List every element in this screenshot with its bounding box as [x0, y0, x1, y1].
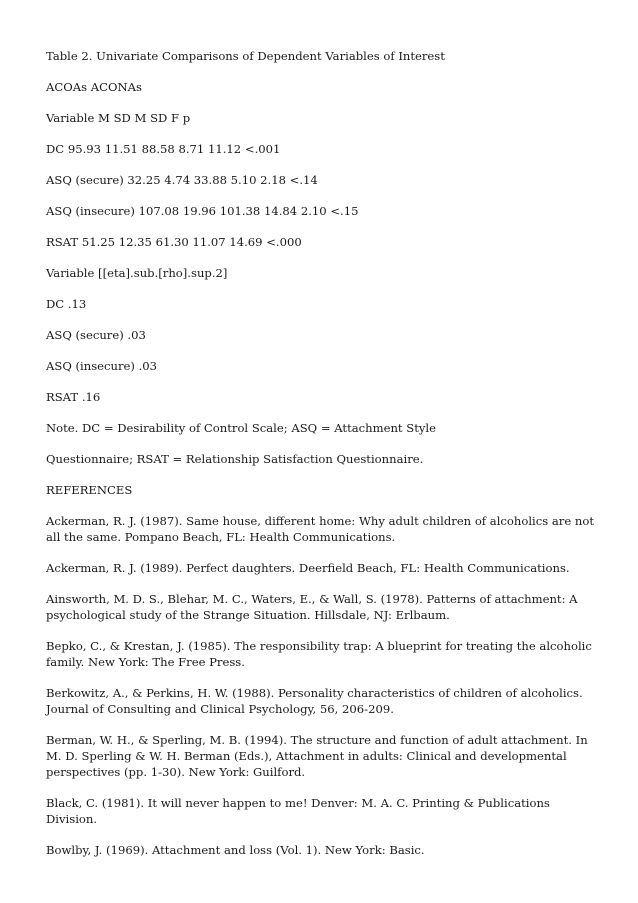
reference-entry: Berkowitz, A., & Perkins, H. W. (1988). Personality characteristics of children of alcoholics. Journal of Consulting and Clinical Psychology, 56, 206-209. [46, 686, 587, 716]
table-note-line: Note. DC = Desirability of Control Scale; ASQ = Attachment Style [46, 421, 436, 435]
table-note-line: Questionnaire; RSAT = Relationship Satisfaction Questionnaire. [46, 452, 424, 466]
eta-table-row: ASQ (secure) .03 [46, 328, 146, 342]
table-column-header: Variable M SD M SD F p [46, 111, 191, 125]
reference-entry: Ainsworth, M. D. S., Blehar, M. C., Waters, E., & Wall, S. (1978). Patterns of attachment: A psychological study of the Strange Situation. Hillsdale, NJ: Erlbaum. [46, 592, 582, 622]
reference-entry: Ackerman, R. J. (1987). Same house, different home: Why adult children of alcoholics are not all the same. Pompano Beach, FL: Health Communications. [46, 514, 598, 544]
table-row: DC 95.93 11.51 88.58 8.71 11.12 <.001 [46, 142, 281, 156]
eta-table-row: DC .13 [46, 297, 87, 311]
references-heading: REFERENCES [46, 483, 133, 497]
reference-entry: Bowlby, J. (1969). Attachment and loss (Vol. 1). New York: Basic. [46, 843, 425, 857]
reference-entry: Ackerman, R. J. (1989). Perfect daughters. Deerfield Beach, FL: Health Communications. [46, 561, 570, 575]
document-page [46, 48, 598, 873]
table-title: Table 2. Univariate Comparisons of Dependent Variables of Interest [46, 49, 445, 63]
eta-table-row: RSAT .16 [46, 390, 101, 404]
reference-entry: Berman, W. H., & Sperling, M. B. (1994). The structure and function of adult attachment. In M. D. Sperling & W. H. Berman (Eds.), Attachment in adults: Clinical and developmental perspectives (pp. 1-30). New York: Guilford. [46, 733, 592, 779]
table-group-header: ACOAs ACONAs [46, 80, 142, 94]
table-row: ASQ (insecure) 107.08 19.96 101.38 14.84 2.10 <.15 [46, 204, 359, 218]
reference-entry: Bepko, C., & Krestan, J. (1985). The responsibility trap: A blueprint for treating the alcoholic family. New York: The Free Press. [46, 639, 596, 669]
table-row: RSAT 51.25 12.35 61.30 11.07 14.69 <.000 [46, 235, 302, 249]
eta-table-header: Variable [[eta].sub.[rho].sup.2] [46, 266, 228, 280]
table-row: ASQ (secure) 32.25 4.74 33.88 5.10 2.18 <.14 [46, 173, 318, 187]
eta-table-row: ASQ (insecure) .03 [46, 359, 158, 373]
reference-entry: Black, C. (1981). It will never happen to me! Denver: M. A. C. Printing & Publications Division. [46, 796, 554, 826]
